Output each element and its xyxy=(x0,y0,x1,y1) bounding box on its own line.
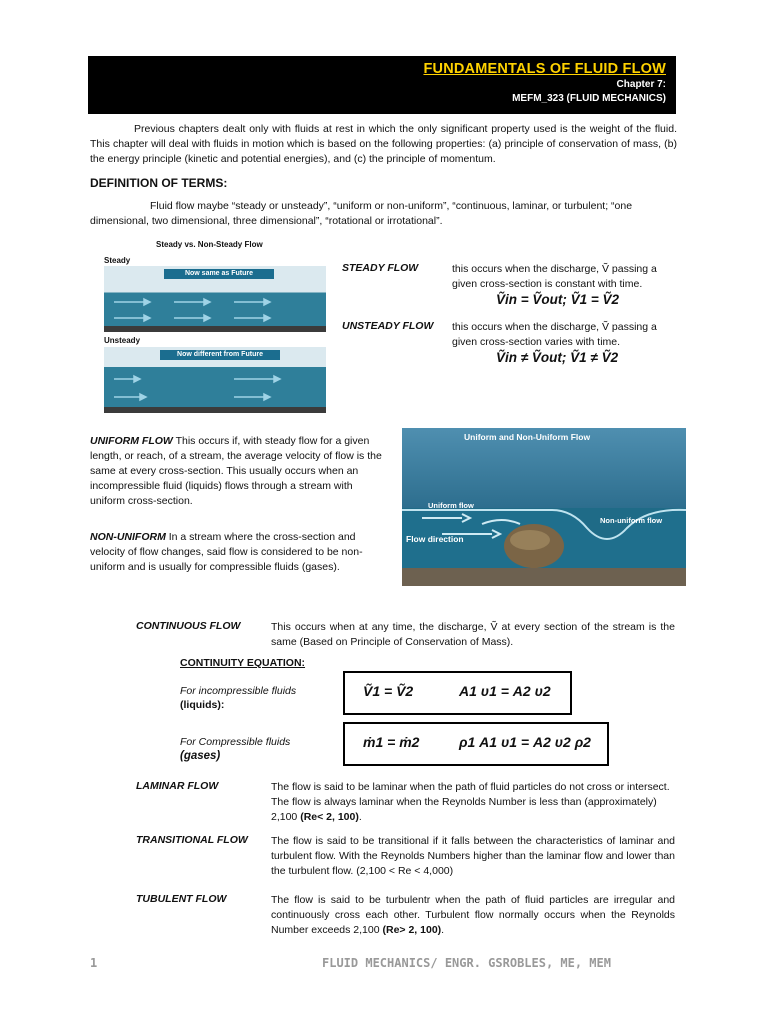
steady-flow-equation: Ṽin = Ṽout; Ṽ1 = Ṽ2 xyxy=(496,292,620,307)
figure-title: Steady vs. Non-Steady Flow xyxy=(156,240,263,249)
incompressible-eq-discharge: Ṽ1 = Ṽ2 xyxy=(363,683,414,699)
figure2-title: Uniform and Non-Uniform Flow xyxy=(464,432,591,442)
steady-flow-term: STEADY FLOW xyxy=(342,262,419,274)
unsteady-flow-term: UNSTEADY FLOW xyxy=(342,320,434,332)
incompressible-equation-box xyxy=(343,671,572,715)
continuous-flow-term: CONTINUOUS FLOW xyxy=(136,620,241,632)
turbulent-flow-block: The flow is said to be turbulentr when the path of fluid particles are irregular and continuously cross each other. Turbulent flow normally occurs when the Reynolds Number exceeds 2,100 (Re> 2, 100). xyxy=(271,894,675,936)
nonuniform-flow-desc: In a stream where the cross-section and velocity of flow changes, said flow is considered to be non-uniform and is usually for compressible fluids (gases). xyxy=(90,531,363,573)
compressible-equation-box xyxy=(343,722,609,766)
unsteady-label: Unsteady xyxy=(104,336,141,345)
transitional-flow-desc: The flow is said to be transitional if it falls between the characteristics of laminar and turbulent flow. With the Reynolds Numbers higher than the laminar flow and lower than the turbulent flow. (2,100 < Re < 4,000) xyxy=(271,835,675,877)
laminar-flow-block: The flow is said to be laminar when the path of fluid particles do not cross or intersect. The flow is always laminar when the Reynolds Number is less than (approximately) 2,100 (Re< 2, 100). xyxy=(271,781,670,823)
turbulent-flow-condition: (Re> 2, 100) xyxy=(382,924,442,936)
continuous-flow-desc: This occurs when at any time, the discharge, Ṽ at every section of the stream is the same (Based on Principle of Conservation of Mass). xyxy=(271,621,675,648)
steady-label: Steady xyxy=(104,256,131,265)
uniform-flow-term: UNIFORM FLOW xyxy=(90,435,173,447)
incompressible-sub: (liquids): xyxy=(180,699,225,711)
nonuniform-flow-term: NON-UNIFORM xyxy=(90,531,166,543)
laminar-flow-condition: (Re< 2, 100) xyxy=(300,811,359,823)
laminar-flow-desc: The flow is said to be laminar when the path of fluid particles do not cross or intersect. The flow is always laminar when the Reynolds Number is less than (approximately) 2,100 xyxy=(271,781,670,823)
page-number: 1 xyxy=(90,956,98,970)
compressible-eq-mass: ṁ1 = ṁ2 xyxy=(363,734,420,750)
flow-direction-label: Flow direction xyxy=(406,534,464,544)
nonuniform-flow-label: Non-uniform flow xyxy=(600,516,663,525)
compressible-label: For Compressible fluids xyxy=(180,736,291,748)
intro-paragraph: Previous chapters dealt only with fluids at rest in which the only significant property used is the weight of the fluid. This chapter will deal with fluids in motion which is based on the following properties: (a) principle of conservation of mass, (b) the energy principle (kinetic and potential energies), and (c) the principle of momentum. xyxy=(90,123,677,165)
compressible-eq-density: ρ1 A1 υ1 = A2 υ2 ρ2 xyxy=(459,734,591,750)
steady-banner: Now same as Future xyxy=(164,269,274,279)
transitional-flow-term: TRANSITIONAL FLOW xyxy=(136,834,248,846)
unsteady-flow-desc: this occurs when the discharge, Ṽ passing a given cross-section varies with time. xyxy=(452,321,657,348)
incompressible-eq-velocity: A1 υ1 = A2 υ2 xyxy=(459,683,551,699)
chapter-title: FUNDAMENTALS OF FLUID FLOW xyxy=(423,61,666,77)
uniform-flow-desc: This occurs if, with steady flow for a given length, or reach, of a stream, the average velocity of flow is the same at every cross-section. This usually occurs when an incompressible fluid (liquids) flows through a stream with uniform cross-section. xyxy=(90,435,382,507)
chapter-header xyxy=(88,56,676,114)
laminar-flow-term: LAMINAR FLOW xyxy=(136,780,219,792)
chapter-number: Chapter 7: xyxy=(616,79,666,90)
steady-flow-desc: this occurs when the discharge, Ṽ passing a given cross-section is constant with time. xyxy=(452,263,657,290)
unsteady-arrows xyxy=(104,369,326,413)
compressible-sub: (gases) xyxy=(180,750,221,762)
unsteady-water-panel xyxy=(104,347,326,413)
nonuniform-flow-block xyxy=(90,530,386,575)
steady-water-panel xyxy=(104,266,326,332)
definition-heading: DEFINITION OF TERMS: xyxy=(90,176,228,190)
unsteady-flow-equation: Ṽin ≠ Ṽout; Ṽ1 ≠ Ṽ2 xyxy=(496,350,619,365)
turbulent-flow-term: TUBULENT FLOW xyxy=(136,893,227,905)
turbulent-flow-desc: The flow is said to be turbulentr when the path of fluid particles are irregular and continuously cross each other. Turbulent flow normally occurs when the Reynolds Number exceeds 2,100 xyxy=(271,894,675,936)
uniform-flow-block xyxy=(90,434,386,509)
continuity-heading: CONTINUITY EQUATION: xyxy=(180,657,306,669)
unsteady-banner: Now different from Future xyxy=(160,350,280,360)
course-code: MEFM_323 (FLUID MECHANICS) xyxy=(512,93,666,104)
uniform-flow-label: Uniform flow xyxy=(428,501,474,510)
uniform-nonuniform-figure xyxy=(402,428,686,586)
definition-text: Fluid flow maybe “steady or unsteady”, “uniform or non-uniform”, “continuous, laminar, or turbulent; “one dimensional, two dimensional, three dimensional”, “rotational or irrotational”. xyxy=(90,200,633,227)
steady-arrows xyxy=(104,294,326,332)
footer-text: FLUID MECHANICS/ ENGR. GSROBLES, ME, MEM xyxy=(322,956,611,970)
steady-unsteady-figure xyxy=(92,236,336,414)
incompressible-label: For incompressible fluids xyxy=(180,685,297,697)
